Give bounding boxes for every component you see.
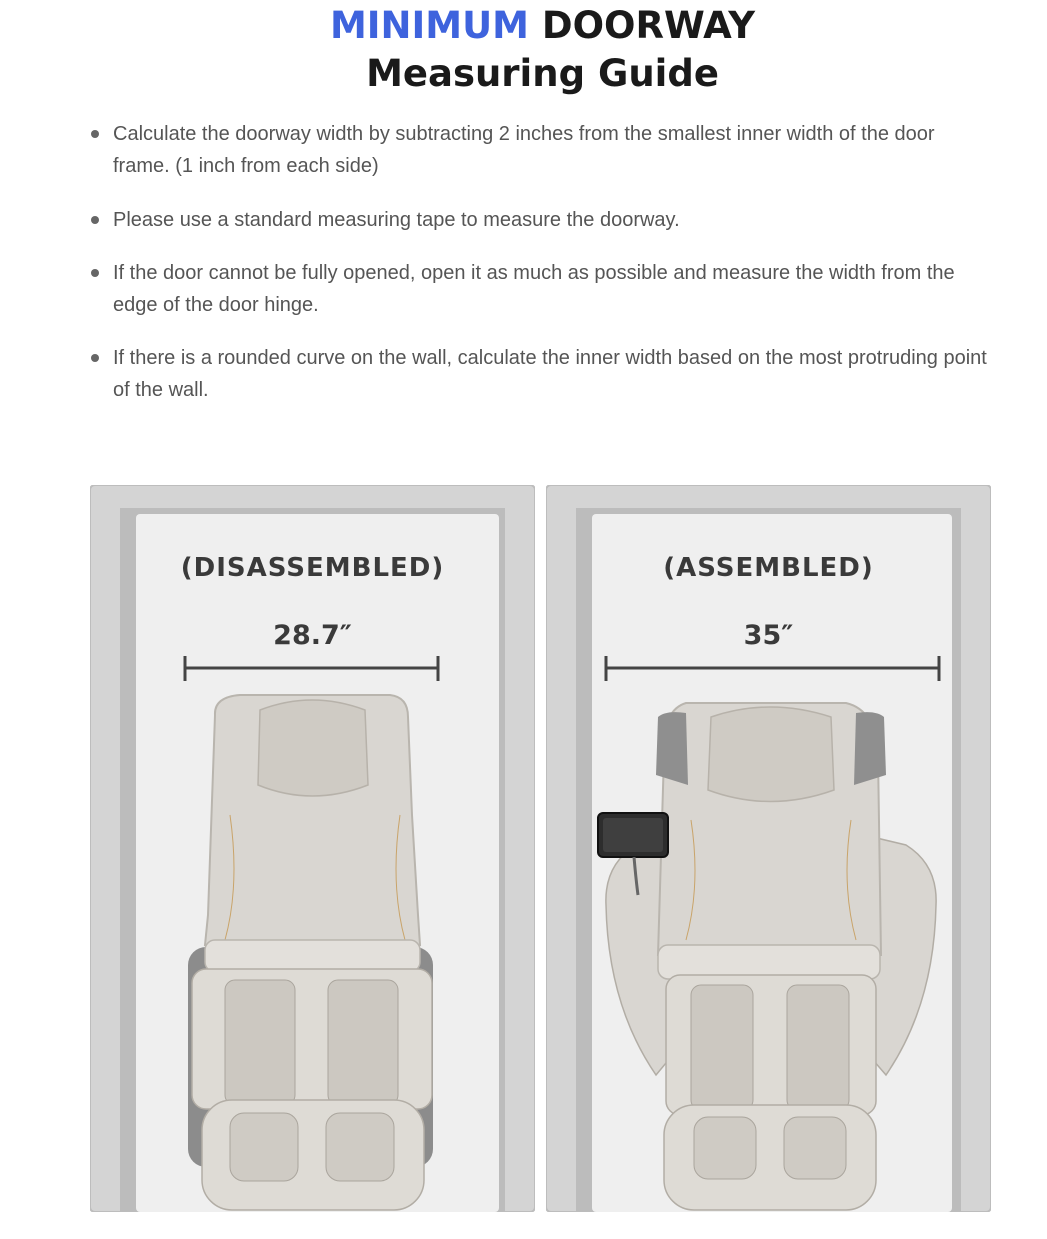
guide-item: Please use a standard measuring tape to measure the doorway. <box>91 204 991 236</box>
title-rest: DOORWAY <box>528 4 756 47</box>
page-title <box>0 2 1047 98</box>
door-width-label: 28.7″ <box>273 620 352 651</box>
door-frame-illustration <box>90 485 535 1212</box>
guide-item: If there is a rounded curve on the wall, calculate the inner width based on the most protruding point of the wall. <box>91 342 991 406</box>
door-mode-label: (DISASSEMBLED) <box>180 553 445 583</box>
door-width-label: 35″ <box>743 620 794 651</box>
bullet-icon <box>91 216 99 224</box>
door-disassembled <box>90 485 535 1212</box>
title-subtitle: Measuring Guide <box>366 52 719 95</box>
guide-list <box>91 118 991 406</box>
bullet-icon <box>91 269 99 277</box>
title-line-1 <box>0 2 1047 50</box>
guide-item: If the door cannot be fully opened, open it as much as possible and measure the width from the edge of the door hinge. <box>91 257 991 321</box>
guide-item: Calculate the doorway width by subtracting 2 inches from the smallest inner width of the door frame. (1 inch from each side) <box>91 118 991 182</box>
bullet-icon <box>91 354 99 362</box>
bullet-icon <box>91 130 99 138</box>
door-assembled <box>546 485 991 1212</box>
door-mode-label: (ASSEMBLED) <box>663 553 874 583</box>
door-frame-illustration <box>546 485 991 1212</box>
title-accent: MINIMUM <box>329 4 529 47</box>
chair-disassembled-image <box>188 695 433 1210</box>
